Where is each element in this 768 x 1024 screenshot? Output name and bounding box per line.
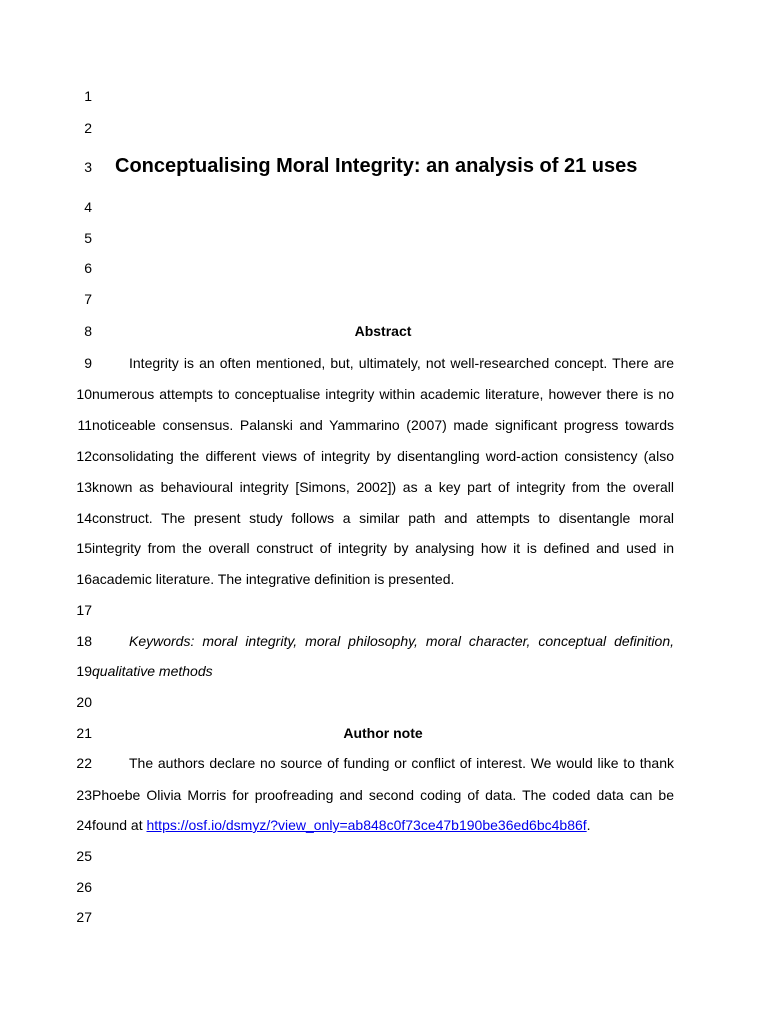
line-number: 1 (84, 88, 92, 104)
line-number: 15 (76, 540, 92, 556)
line-number: 19 (76, 663, 92, 679)
author-note-prefix: found at (92, 817, 147, 833)
line-number: 20 (76, 694, 92, 710)
line-number: 6 (84, 260, 92, 276)
line-number: 2 (84, 120, 92, 136)
abstract-line: known as behavioural integrity [Simons, 2002]) as a key part of integrity from the overall (92, 479, 674, 495)
paper-title: Conceptualising Moral Integrity: an analysis of 21 uses (115, 155, 638, 177)
line-number: 3 (84, 159, 92, 175)
abstract-line: integrity from the overall construct of integrity by analysing how it is defined and used in (92, 540, 674, 556)
line-number: 26 (76, 879, 92, 895)
line-number: 27 (76, 909, 92, 925)
line-number: 5 (84, 230, 92, 246)
line-number: 9 (84, 355, 92, 371)
line-number: 22 (76, 755, 92, 771)
author-note-line: The authors declare no source of funding or conflict of interest. We would like to thank (129, 755, 674, 771)
abstract-line: noticeable consensus. Palanski and Yammarino (2007) made significant progress towards (92, 417, 674, 433)
line-number: 23 (76, 787, 92, 803)
author-note-heading: Author note (343, 725, 423, 741)
line-number: 11 (77, 417, 92, 433)
abstract-line: consolidating the different views of integrity by disentangling word-action consistency (also (92, 448, 674, 464)
author-note-suffix: . (586, 817, 591, 833)
line-number: 8 (84, 323, 92, 339)
line-number: 18 (76, 633, 92, 649)
line-number: 10 (76, 386, 92, 402)
line-number: 13 (76, 479, 92, 495)
line-number: 12 (76, 448, 92, 464)
author-note-line (92, 816, 674, 834)
line-number: 21 (76, 725, 92, 741)
line-number: 16 (76, 571, 92, 587)
abstract-line: construct. The present study follows a similar path and attempts to disentangle moral (92, 510, 674, 526)
line-number: 14 (76, 510, 92, 526)
line-number: 24 (76, 817, 92, 833)
author-note-line: Phoebe Olivia Morris for proofreading and second coding of data. The coded data can be (92, 787, 674, 803)
line-number: 17 (76, 602, 92, 618)
line-number: 4 (84, 199, 92, 215)
osf-data-link[interactable]: https://osf.io/dsmyz/?view_only=ab848c0f73ce47b190be36ed6bc4b86f (146, 817, 587, 833)
line-number: 25 (76, 848, 92, 864)
abstract-line: academic literature. The integrative definition is presented. (92, 571, 455, 587)
abstract-heading: Abstract (354, 323, 412, 339)
keywords-line: Keywords: moral integrity, moral philosophy, moral character, conceptual definition, (129, 633, 674, 649)
keywords-line: qualitative methods (92, 663, 213, 679)
abstract-line: numerous attempts to conceptualise integrity within academic literature, however there is no (92, 386, 674, 402)
abstract-line: Integrity is an often mentioned, but, ultimately, not well-researched concept. There are (129, 355, 674, 371)
line-number: 7 (84, 291, 92, 307)
